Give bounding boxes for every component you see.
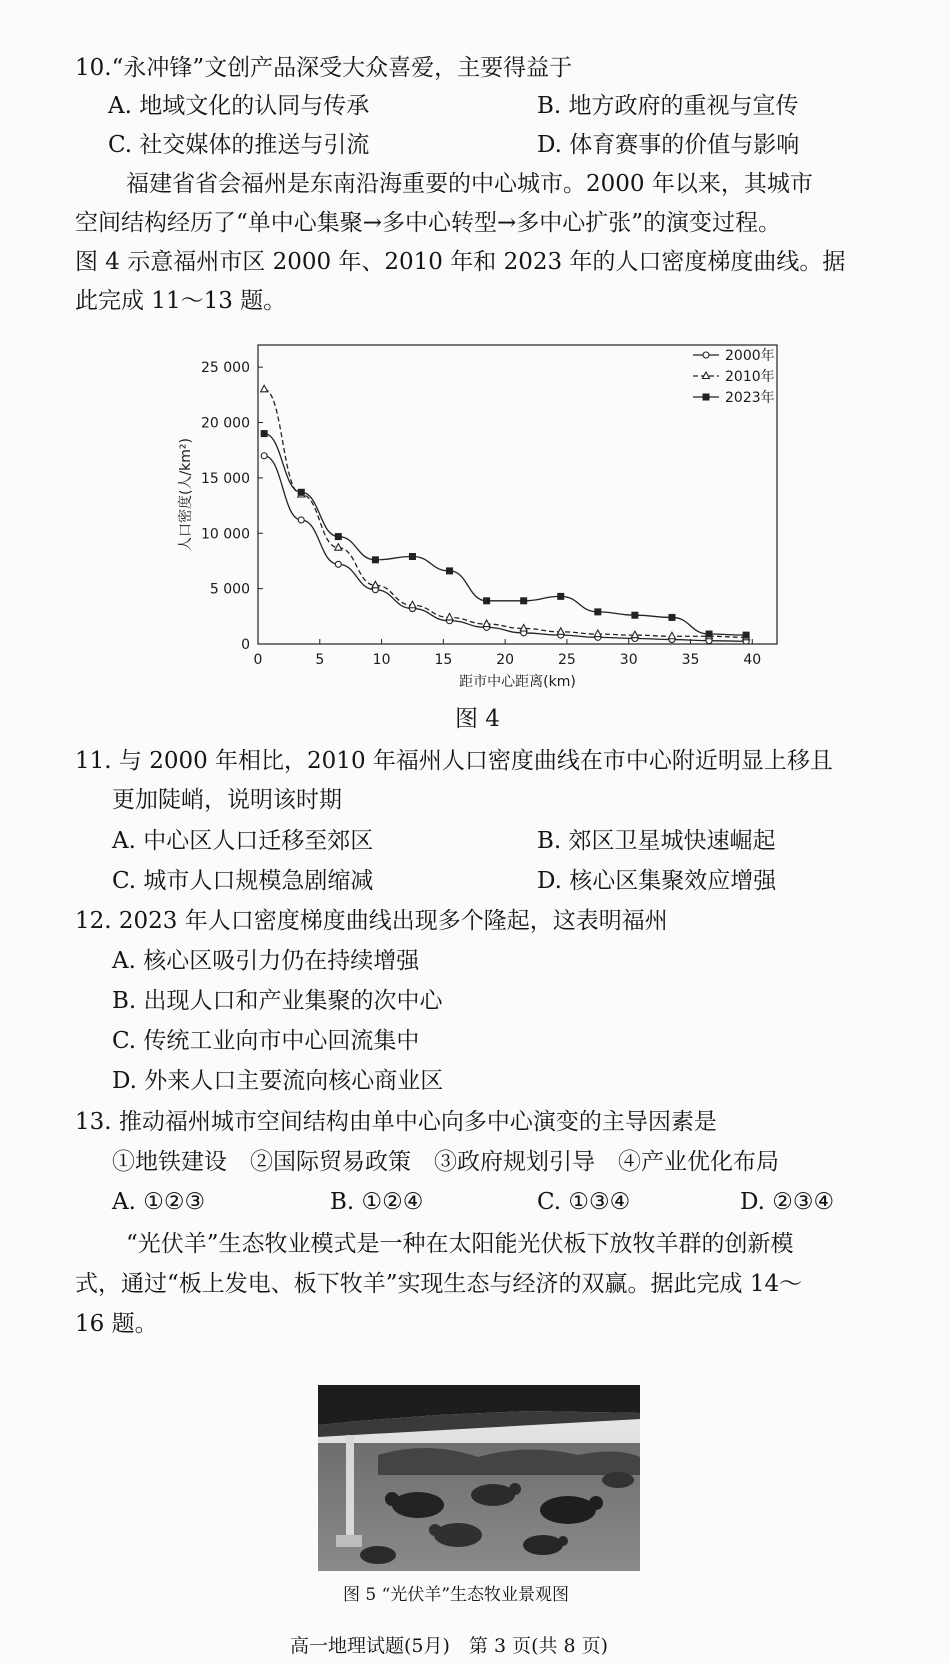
q10-option-b: B. 地方政府的重视与宣传 bbox=[537, 93, 799, 119]
q12-option-b: B. 出现人口和产业集聚的次中心 bbox=[112, 988, 443, 1014]
data-point-1 bbox=[372, 581, 379, 588]
x-tick-label: 25 bbox=[558, 652, 576, 668]
legend-label-2: 2023年 bbox=[725, 390, 775, 406]
q12-option-d: D. 外来人口主要流向核心商业区 bbox=[112, 1068, 444, 1094]
q13-option-c: C. ①③④ bbox=[537, 1189, 631, 1215]
q12-option-c: C. 传统工业向市中心回流集中 bbox=[112, 1028, 420, 1054]
x-tick-label: 35 bbox=[681, 652, 700, 668]
data-point-2 bbox=[668, 614, 675, 621]
x-tick-label: 0 bbox=[253, 652, 263, 668]
x-tick-label: 10 bbox=[372, 652, 391, 668]
chart-axes bbox=[177, 345, 777, 690]
q10-stem: 10.“永冲锋”文创产品深受大众喜爱，主要得益于 bbox=[75, 55, 573, 81]
q11-option-d: D. 核心区集聚效应增强 bbox=[537, 868, 777, 894]
q11-option-c: C. 城市人口规模急剧缩减 bbox=[112, 868, 374, 894]
population-density-chart bbox=[160, 333, 800, 713]
plot-frame bbox=[258, 345, 777, 644]
solar-sheep-photo bbox=[318, 1385, 640, 1571]
q11-option-a: A. 中心区人口迁移至郊区 bbox=[112, 828, 374, 854]
chart-legend bbox=[693, 347, 775, 406]
intro1-line4: 此完成 11～13 题。 bbox=[75, 288, 287, 314]
data-point-1 bbox=[631, 631, 638, 638]
figure4-caption: 图 4 bbox=[455, 706, 500, 732]
x-tick-label: 30 bbox=[619, 652, 638, 668]
data-point-2 bbox=[372, 556, 379, 563]
data-point-0 bbox=[335, 561, 341, 567]
data-point-2 bbox=[631, 612, 638, 619]
q13-option-a: A. ①②③ bbox=[112, 1189, 206, 1215]
q11-option-b: B. 郊区卫星城快速崛起 bbox=[537, 828, 776, 854]
intro1-line1: 福建省省会福州是东南沿海重要的中心城市。2000 年以来，其城市 bbox=[126, 171, 813, 197]
x-axis-label: 距市中心距离(km) bbox=[459, 674, 576, 690]
q10-option-d: D. 体育赛事的价值与影响 bbox=[537, 132, 800, 158]
intro1-line2: 空间结构经历了“单中心集聚→多中心转型→多中心扩张”的演变过程。 bbox=[75, 210, 782, 236]
data-point-2 bbox=[743, 632, 750, 639]
y-tick-label: 10 000 bbox=[201, 526, 250, 543]
q13-option-d: D. ②③④ bbox=[740, 1189, 835, 1215]
intro1-line3: 图 4 示意福州市区 2000 年、2010 年和 2023 年的人口密度梯度曲线。据 bbox=[75, 249, 846, 275]
y-tick-label: 5 000 bbox=[209, 581, 250, 598]
data-point-1 bbox=[594, 630, 601, 637]
figure5-caption: 图 5 “光伏羊”生态牧业景观图 bbox=[343, 1585, 570, 1605]
intro2-line3: 16 题。 bbox=[75, 1311, 158, 1337]
series-line-1 bbox=[264, 389, 746, 637]
legend-label-1: 2010年 bbox=[725, 369, 775, 385]
chart-series bbox=[261, 385, 750, 644]
data-point-2 bbox=[335, 533, 342, 540]
data-point-2 bbox=[706, 631, 713, 638]
data-point-1 bbox=[483, 620, 490, 627]
data-point-1 bbox=[520, 624, 527, 631]
data-point-1 bbox=[335, 544, 342, 551]
data-point-2 bbox=[520, 597, 527, 604]
legend-marker-1 bbox=[703, 372, 710, 379]
legend-marker-2 bbox=[703, 394, 710, 401]
y-tick-label: 25 000 bbox=[201, 360, 250, 377]
y-tick-label: 15 000 bbox=[201, 470, 250, 487]
x-tick-label: 5 bbox=[315, 652, 325, 668]
data-point-1 bbox=[261, 385, 268, 392]
data-point-2 bbox=[483, 597, 490, 604]
y-tick-label: 0 bbox=[241, 637, 250, 653]
intro2-line1: “光伏羊”生态牧业模式是一种在太阳能光伏板下放牧羊群的创新模 bbox=[126, 1231, 794, 1257]
q11-stem-line1: 11. 与 2000 年相比，2010 年福州人口密度曲线在市中心附近明显上移且 bbox=[75, 748, 833, 774]
data-point-2 bbox=[557, 593, 564, 600]
data-point-1 bbox=[446, 613, 453, 620]
q10-option-a: A. 地域文化的认同与传承 bbox=[108, 93, 370, 119]
data-point-0 bbox=[261, 453, 267, 459]
data-point-2 bbox=[261, 430, 268, 437]
data-point-2 bbox=[409, 553, 416, 560]
q10-option-c: C. 社交媒体的推送与引流 bbox=[108, 132, 370, 158]
x-tick-label: 40 bbox=[743, 652, 762, 668]
q13-stem: 13. 推动福州城市空间结构由单中心向多中心演变的主导因素是 bbox=[75, 1109, 717, 1135]
data-point-2 bbox=[298, 489, 305, 496]
data-point-1 bbox=[557, 628, 564, 635]
q12-option-a: A. 核心区吸引力仍在持续增强 bbox=[112, 948, 420, 974]
y-axis-label: 人口密度(人/km²) bbox=[178, 438, 194, 551]
legend-marker-0 bbox=[703, 352, 709, 358]
data-point-2 bbox=[594, 608, 601, 615]
y-tick-label: 20 000 bbox=[201, 415, 250, 432]
data-point-2 bbox=[446, 567, 453, 574]
intro2-line2: 式，通过“板上发电、板下牧羊”实现生态与经济的双赢。据此完成 14～ bbox=[75, 1271, 803, 1297]
page-footer: 高一地理试题(5月) 第 3 页(共 8 页) bbox=[290, 1635, 609, 1657]
data-point-1 bbox=[668, 632, 675, 639]
q13-items: ①地铁建设 ②国际贸易政策 ③政府规划引导 ④产业优化布局 bbox=[112, 1149, 779, 1175]
legend-label-0: 2000年 bbox=[725, 348, 775, 364]
x-tick-label: 20 bbox=[496, 652, 515, 668]
q12-stem: 12. 2023 年人口密度梯度曲线出现多个隆起，这表明福州 bbox=[75, 908, 668, 934]
x-tick-label: 15 bbox=[434, 652, 453, 668]
q13-option-b: B. ①②④ bbox=[330, 1189, 424, 1215]
q11-stem-line2: 更加陡峭，说明该时期 bbox=[112, 787, 342, 813]
data-point-0 bbox=[298, 517, 304, 523]
